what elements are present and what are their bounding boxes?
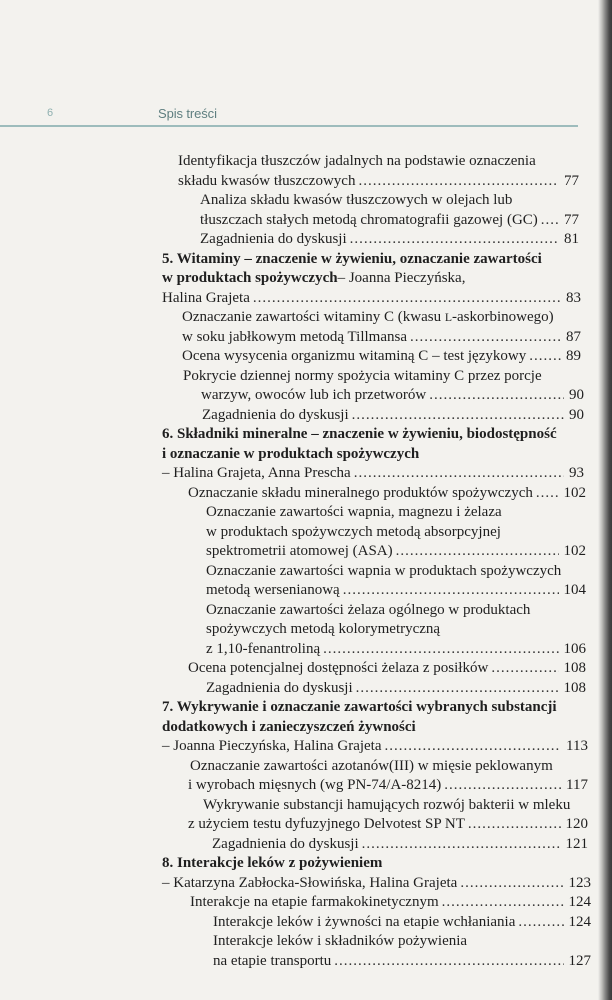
chapter-heading (162, 269, 581, 289)
dot-leader (334, 952, 563, 972)
chapter-heading (162, 718, 588, 738)
entry-title: Oznaczanie zawartości wapnia, magnezu i żelaza (206, 504, 502, 520)
chapter-authors (162, 289, 581, 309)
chapter-heading (162, 698, 588, 718)
chapter-title: dodatkowych i zanieczyszczeń żywności (162, 718, 416, 735)
dot-leader (385, 737, 562, 757)
page-number: 87 (566, 328, 581, 345)
chapter-title: i oznaczanie w produktach spożywczych (162, 445, 420, 462)
page-number: 108 (563, 679, 586, 696)
toc-entry (206, 601, 586, 621)
running-page-number: 6 (47, 107, 54, 119)
page-number: 121 (565, 835, 588, 852)
dot-leader (529, 347, 561, 367)
toc-entry (213, 913, 591, 933)
toc-entry (206, 562, 586, 582)
entry-title: warzyw, owoców lub ich przetworów (201, 387, 427, 403)
entry-title: na etapie transportu (213, 952, 332, 969)
page-number: 90 (569, 406, 584, 423)
entry-title: Ocena wysycenia organizmu witaminą C – test językowy (182, 348, 527, 364)
dot-leader (518, 913, 563, 933)
toc-entry (201, 386, 584, 406)
dot-leader (396, 542, 559, 562)
dot-leader (352, 406, 564, 426)
toc-entry (213, 932, 591, 952)
toc-entry (183, 367, 584, 387)
page-edge-shadow (598, 0, 612, 1000)
page-number: 89 (566, 348, 581, 364)
chapter-heading (162, 445, 584, 465)
dot-leader (356, 679, 559, 699)
dot-leader (429, 386, 564, 406)
toc-entry (188, 776, 588, 796)
chapter-authors (162, 737, 588, 757)
page-number: 77 (564, 172, 579, 189)
toc-entry (178, 152, 579, 172)
chapter-heading (162, 854, 591, 874)
entry-title: Interakcje na etapie farmakokinetycznym (190, 894, 439, 910)
entry-title: – Joanna Pieczyńska, Halina Grajeta (162, 738, 382, 754)
toc-entry (206, 581, 586, 601)
entry-title: w produktach spożywczych metodą absorpcyjnej (206, 523, 501, 540)
entry-title: Oznaczanie składu mineralnego produktów spożywczych (188, 484, 533, 501)
entry-title: – Katarzyna Zabłocka-Słowińska, Halina Grajeta (162, 874, 458, 891)
toc-entry (182, 308, 581, 328)
entry-title: spektrometrii atomowej (ASA) (206, 543, 393, 559)
dot-leader (410, 328, 561, 348)
chapter-title: w produktach spożywczych (162, 270, 338, 286)
page-number: 106 (563, 640, 586, 657)
entry-title: spożywczych metodą kolorymetryczną (206, 621, 441, 637)
chapter-authors: – Joanna Pieczyńska, (337, 270, 466, 286)
dot-leader (460, 874, 563, 894)
chapter-title: 7. Wykrywanie i oznaczanie zawartości wybranych substancji (162, 699, 557, 715)
toc-entry (203, 796, 588, 816)
page-number: 77 (564, 211, 579, 228)
page-number: 113 (566, 738, 588, 754)
dot-leader (491, 659, 558, 679)
dot-leader (253, 289, 561, 309)
toc-entry (200, 211, 579, 231)
entry-title: składu kwasów tłuszczowych (178, 172, 356, 189)
chapter-heading (162, 250, 581, 270)
entry-title: metodą wersenianową (206, 582, 340, 598)
chapter-title: 8. Interakcje leków z pożywieniem (162, 855, 383, 871)
dot-leader (442, 893, 564, 913)
dot-leader (358, 172, 559, 192)
entry-title: Oznaczanie zawartości żelaza ogólnego w produktach (206, 601, 531, 618)
entry-title: Pokrycie dziennej normy spożycia witaminy C przez porcje (183, 367, 542, 384)
dot-leader (444, 776, 561, 796)
chapter-title: 5. Witaminy – znaczenie w żywieniu, oznaczanie zawartości (162, 250, 542, 267)
table-of-contents (0, 152, 612, 971)
entry-title: Halina Grajeta (162, 289, 250, 306)
page-number: 83 (566, 289, 581, 306)
toc-entry (202, 406, 584, 426)
dot-leader (536, 484, 559, 504)
entry-title: Interakcje leków i żywności na etapie wchłaniania (213, 913, 516, 930)
running-title: Spis treści (158, 106, 217, 121)
entry-title: i wyrobach mięsnych (wg PN-74/A-8214) (188, 777, 442, 793)
page-number: 93 (569, 465, 584, 481)
entry-title: – Halina Grajeta, Anna Prescha (162, 465, 351, 481)
entry-title: z użyciem testu dyfuzyjnego Delvotest SP NT (188, 816, 465, 832)
toc-entry (190, 893, 591, 913)
dot-leader (468, 815, 561, 835)
toc-entry (182, 328, 581, 348)
dot-leader (362, 835, 561, 855)
entry-title: Oznaczanie zawartości azotanów(III) w mięsie peklowanym (190, 757, 553, 774)
toc-entry (206, 542, 586, 562)
entry-title: tłuszczach stałych metodą chromatografii gazowej (GC) (200, 211, 538, 228)
dot-leader (343, 581, 559, 601)
toc-entry (200, 230, 579, 250)
toc-entry (200, 191, 579, 211)
toc-entry (190, 757, 588, 777)
page-number: 117 (566, 777, 588, 793)
toc-entry (206, 503, 586, 523)
entry-title: Interakcje leków i składników pożywienia (213, 933, 468, 949)
chapter-heading (162, 425, 584, 445)
page-number: 108 (563, 660, 586, 676)
entry-title: Zagadnienia do dyskusji (202, 406, 349, 423)
toc-entry (188, 815, 588, 835)
toc-entry (182, 347, 581, 367)
page-number: 127 (568, 952, 591, 969)
entry-title: Zagadnienia do dyskusji (206, 679, 353, 696)
dot-leader (323, 640, 558, 660)
entry-title: w soku jabłkowym metodą Tillmansa (182, 328, 407, 345)
header-rule (0, 125, 578, 127)
toc-entry (206, 523, 586, 543)
entry-title: Zagadnienia do dyskusji (200, 231, 347, 247)
entry-title: Ocena potencjalnej dostępności żelaza z posiłków (188, 660, 489, 676)
page-number: 102 (563, 543, 586, 559)
page-number: 90 (569, 387, 584, 403)
dot-leader (541, 211, 559, 231)
entry-title: Identyfikacja tłuszczów jadalnych na podstawie oznaczenia (178, 153, 536, 169)
page-number: 102 (563, 484, 586, 501)
page-number: 104 (563, 582, 586, 598)
entry-title: Zagadnienia do dyskusji (212, 835, 359, 852)
chapter-title: 6. Składniki mineralne – znaczenie w żywieniu, biodostępność (162, 426, 557, 442)
dot-leader (350, 230, 559, 250)
entry-title: Oznaczanie zawartości witaminy C (kwasu L-askorbinowego) (182, 309, 554, 325)
entry-title: Wykrywanie substancji hamujących rozwój bakterii w mleku (203, 796, 571, 813)
chapter-authors (162, 464, 584, 484)
toc-entry (178, 172, 579, 192)
page-number: 120 (565, 816, 588, 832)
page-number: 81 (564, 231, 579, 247)
entry-title: z 1,10-fenantroliną (206, 640, 321, 657)
toc-entry (206, 640, 586, 660)
chapter-authors (162, 874, 591, 894)
entry-title: Analiza składu kwasów tłuszczowych w olejach lub (200, 192, 513, 208)
page-number: 123 (568, 874, 591, 891)
entry-title: Oznaczanie zawartości wapnia w produktach spożywczych (206, 562, 562, 579)
toc-entry (206, 679, 586, 699)
toc-entry (213, 952, 591, 972)
page-number: 124 (568, 913, 591, 930)
toc-entry (212, 835, 588, 855)
dot-leader (354, 464, 564, 484)
toc-entry (206, 620, 586, 640)
toc-entry (188, 659, 586, 679)
page-number: 124 (568, 894, 591, 910)
toc-entry (188, 484, 586, 504)
